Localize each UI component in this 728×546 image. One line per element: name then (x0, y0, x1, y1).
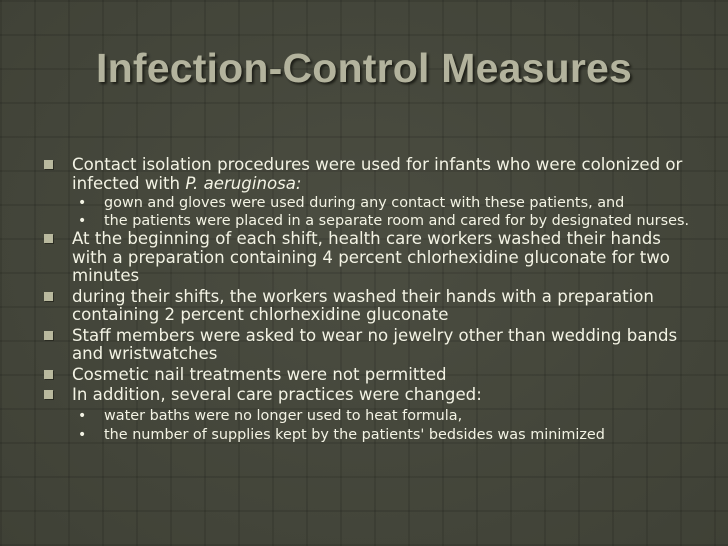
bullet-nail-treatments (40, 366, 690, 385)
bullet-text: Contact isolation procedures were used for infants who were colonized or infected with (72, 155, 683, 193)
square-bullet-icon (44, 370, 53, 379)
square-bullet-icon (44, 390, 53, 399)
subbullet-supplies (40, 427, 690, 443)
bullet-during-shifts (40, 288, 690, 325)
bullet-text: Cosmetic nail treatments were not permitted (72, 364, 447, 384)
square-bullet-icon (44, 331, 53, 340)
bullet-text: At the beginning of each shift, health care workers washed their hands with a preparation containing 4 percent chlorhexidine gluconate for two minutes (72, 229, 670, 285)
round-bullet-icon: • (78, 426, 87, 443)
square-bullet-icon (44, 234, 53, 243)
subbullet-separate-room (40, 213, 690, 229)
subbullet-text: water baths were no longer used to heat formula, (104, 407, 463, 424)
bullet-care-practices (40, 386, 690, 405)
round-bullet-icon: • (78, 213, 87, 229)
bullet-contact-isolation (40, 156, 690, 193)
subbullet-text: gown and gloves were used during any contact with these patients, and (104, 195, 625, 211)
bullet-shift-handwash (40, 230, 690, 286)
square-bullet-icon (44, 292, 53, 301)
subbullet-text: the patients were placed in a separate room and cared for by designated nurses. (104, 213, 690, 229)
slide-content (40, 156, 690, 443)
square-bullet-icon (44, 160, 53, 169)
bullet-text: In addition, several care practices were changed: (72, 385, 482, 404)
bullet-jewelry (40, 327, 690, 364)
bullet-text: Staff members were asked to wear no jewelry other than wedding bands and wristwatches (72, 325, 678, 363)
round-bullet-icon: • (78, 407, 87, 424)
bullet-text: during their shifts, the workers washed their hands with a preparation containing 2 percent chlorhexidine gluconate (72, 286, 654, 324)
round-bullet-icon: • (78, 195, 87, 211)
bullet-italic-text: P. aeruginosa: (185, 173, 302, 193)
slide-title: Infection-Control Measures (96, 45, 632, 91)
subbullet-gown-gloves (40, 195, 690, 211)
subbullet-water-baths (40, 408, 690, 424)
subbullet-text: the number of supplies kept by the patients' bedsides was minimized (104, 426, 605, 443)
